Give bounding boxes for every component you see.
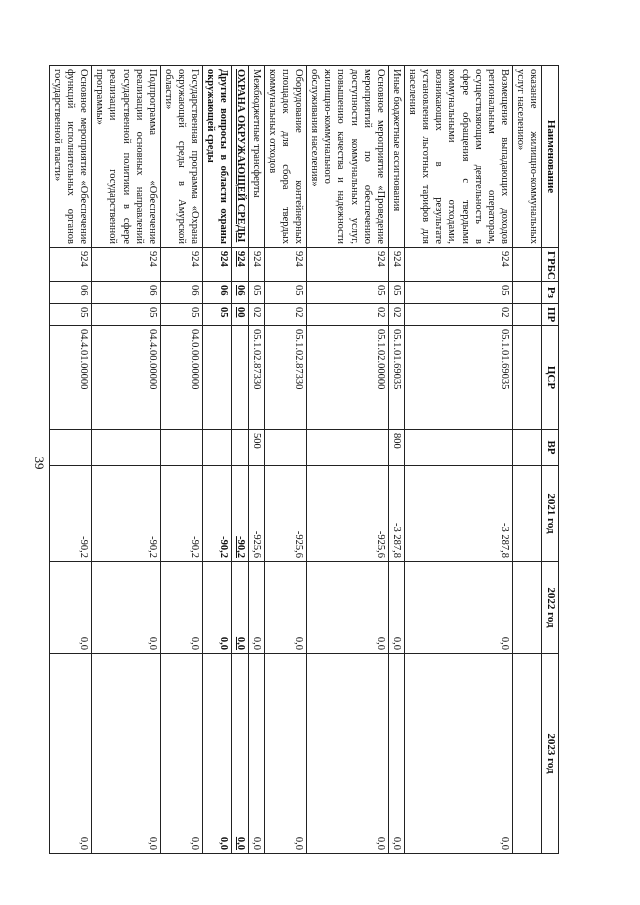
budget-table [49,65,559,854]
cell-csr: 05.1.01.69035 [405,326,513,430]
cell-rz: 06 [160,282,202,304]
cell-pr: 02 [264,304,306,326]
page-number: 39 [32,456,47,470]
table-header-row [542,66,559,854]
cell-csr: 05.1.02.87330 [264,326,306,430]
cell-2021: -90,2 [49,466,91,562]
cell-grbs: 924 [248,248,264,282]
cell-2023: 0,0 [264,654,306,854]
cell-grbs: 924 [160,248,202,282]
cell-2021: -90,2 [92,466,161,562]
cell-rz: 06 [49,282,91,304]
cell-vr [307,430,389,466]
cell-2022: 0,0 [405,562,513,654]
cell-grbs: 924 [264,248,306,282]
cell-grbs: 924 [388,248,404,282]
cell-name: ОХРАНА ОКРУЖАЮЩЕЙ СРЕДЫ [232,66,248,248]
header-csr: ЦСР [542,326,559,430]
cell-vr [92,430,161,466]
table-row [160,66,202,854]
cell-2023: 0,0 [388,654,404,854]
cell-pr [513,304,542,326]
cell-2021: -3 287,8 [388,466,404,562]
cell-2022: 0,0 [388,562,404,654]
cell-vr [49,430,91,466]
cell-grbs: 924 [49,248,91,282]
cell-csr: 05.1.02.00000 [307,326,389,430]
table-row [388,66,404,854]
cell-2022: 0,0 [160,562,202,654]
cell-pr: 02 [307,304,389,326]
cell-grbs: 924 [92,248,161,282]
table-row [92,66,161,854]
cell-2022: 0,0 [264,562,306,654]
cell-name: Основное мероприятие «Проведение мероприятий по обеспечению доступности коммунальных услуг, повышению качества и надежности жилищно-коммунального обслуживания населения» [307,66,389,248]
cell-rz: 05 [307,282,389,304]
header-2021: 2021 год [542,466,559,562]
cell-csr: 05.1.02.87330 [248,326,264,430]
cell-vr [203,430,232,466]
cell-grbs: 924 [307,248,389,282]
cell-2023: 0,0 [307,654,389,854]
cell-2022: 0,0 [49,562,91,654]
header-name: Наименование [542,66,559,248]
cell-rz: 06 [232,282,248,304]
cell-2022: 0,0 [307,562,389,654]
cell-2023 [513,654,542,854]
cell-name: Межбюджетные трансферты [248,66,264,248]
cell-grbs [513,248,542,282]
cell-pr: 00 [232,304,248,326]
cell-rz [513,282,542,304]
cell-pr: 02 [405,304,513,326]
cell-vr [232,430,248,466]
table-row [232,66,248,854]
cell-name: оказание жилищно-коммунальных услуг населению» [513,66,542,248]
cell-csr: 04.0.00.00000 [160,326,202,430]
table-row [248,66,264,854]
cell-grbs: 924 [203,248,232,282]
budget-table-container [52,65,559,853]
cell-2023: 0,0 [232,654,248,854]
table-row [203,66,232,854]
cell-vr [405,430,513,466]
cell-csr [232,326,248,430]
cell-2023: 0,0 [49,654,91,854]
cell-pr: 05 [203,304,232,326]
cell-vr: 500 [248,430,264,466]
cell-2022 [513,562,542,654]
cell-rz: 05 [405,282,513,304]
cell-grbs: 924 [405,248,513,282]
header-2022: 2022 год [542,562,559,654]
header-grbs: ГРБС [542,248,559,282]
cell-rz: 05 [388,282,404,304]
cell-2022: 0,0 [248,562,264,654]
cell-rz: 06 [203,282,232,304]
cell-2022: 0,0 [203,562,232,654]
table-row [513,66,542,854]
cell-2021 [513,466,542,562]
cell-2021: -925,6 [307,466,389,562]
cell-name: Государственная программа «Охрана окружающей среды в Амурской области» [160,66,202,248]
cell-csr [203,326,232,430]
cell-2021: -90,2 [160,466,202,562]
cell-csr: 05.1.01.69035 [388,326,404,430]
cell-pr: 02 [388,304,404,326]
cell-csr: 04.4.01.00000 [49,326,91,430]
header-2023: 2023 год [542,654,559,854]
cell-name: Основное мероприятие «Обеспечение функций исполнительных органов государственной власти» [49,66,91,248]
cell-pr: 05 [92,304,161,326]
cell-2022: 0,0 [232,562,248,654]
cell-rz: 05 [264,282,306,304]
cell-2021: -925,6 [264,466,306,562]
cell-rz: 05 [248,282,264,304]
cell-2023: 0,0 [92,654,161,854]
cell-name: Подпрограмма «Обеспечение реализации основных направлений государственной политики в сфере реализации государственной программы» [92,66,161,248]
table-row [49,66,91,854]
cell-rz: 06 [92,282,161,304]
cell-vr [264,430,306,466]
cell-pr: 05 [160,304,202,326]
cell-pr: 05 [49,304,91,326]
cell-2023: 0,0 [405,654,513,854]
cell-name: Другие вопросы в области охраны окружающей среды [203,66,232,248]
cell-name: Иные бюджетные ассигнования [388,66,404,248]
header-vr: ВР [542,430,559,466]
cell-2021: -925,6 [248,466,264,562]
cell-2022: 0,0 [92,562,161,654]
table-row [307,66,389,854]
header-pr: ПР [542,304,559,326]
header-rz: Рз [542,282,559,304]
table-row [405,66,513,854]
cell-2021: -90,2 [232,466,248,562]
cell-2023: 0,0 [160,654,202,854]
cell-vr: 800 [388,430,404,466]
cell-csr [513,326,542,430]
cell-csr: 04.4.00.00000 [92,326,161,430]
cell-name: Возмещение выпадающих доходов региональным операторам, осуществляющим деятельность в сфере обращения с твердыми коммунальными отходами, возникающих в результате установления льготных тарифов для населения [405,66,513,248]
cell-2023: 0,0 [248,654,264,854]
cell-pr: 02 [248,304,264,326]
cell-2021: -90,2 [203,466,232,562]
cell-vr [160,430,202,466]
cell-grbs: 924 [232,248,248,282]
cell-name: Оборудование контейнерных площадок для сбора твердых коммунальных отходов [264,66,306,248]
cell-vr [513,430,542,466]
cell-2021: -3 287,8 [405,466,513,562]
cell-2023: 0,0 [203,654,232,854]
table-row [264,66,306,854]
